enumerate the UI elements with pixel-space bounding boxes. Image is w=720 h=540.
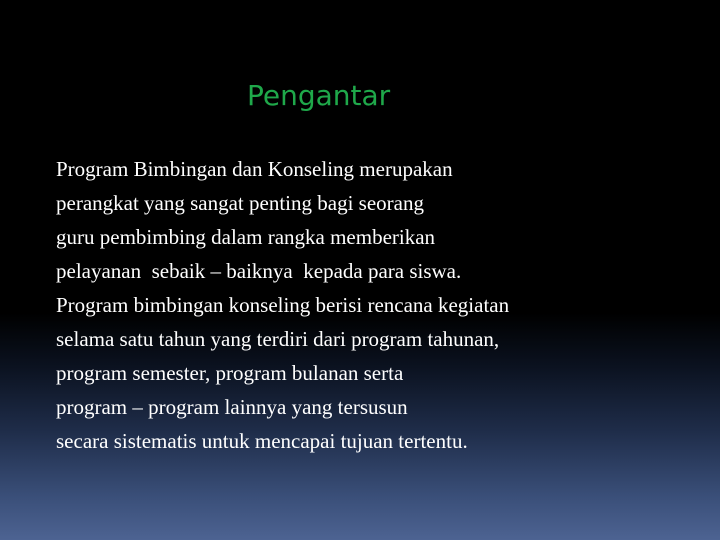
body-line: Program bimbingan konseling berisi rencana kegiatan — [56, 293, 510, 317]
slide-body — [56, 152, 696, 458]
body-line: perangkat yang sangat penting bagi seorang — [56, 191, 424, 215]
body-line: program semester, program bulanan serta — [56, 361, 404, 385]
body-line: selama satu tahun yang terdiri dari program tahunan, — [56, 327, 500, 351]
body-line: pelayanan sebaik – baiknya kepada para siswa. — [56, 259, 462, 283]
body-line: secara sistematis untuk mencapai tujuan tertentu. — [56, 429, 468, 453]
body-line: program – program lainnya yang tersusun — [56, 395, 408, 419]
body-line: guru pembimbing dalam rangka memberikan — [56, 225, 436, 249]
body-line: Program Bimbingan dan Konseling merupakan — [56, 157, 453, 181]
slide-title: Pengantar — [247, 79, 391, 112]
